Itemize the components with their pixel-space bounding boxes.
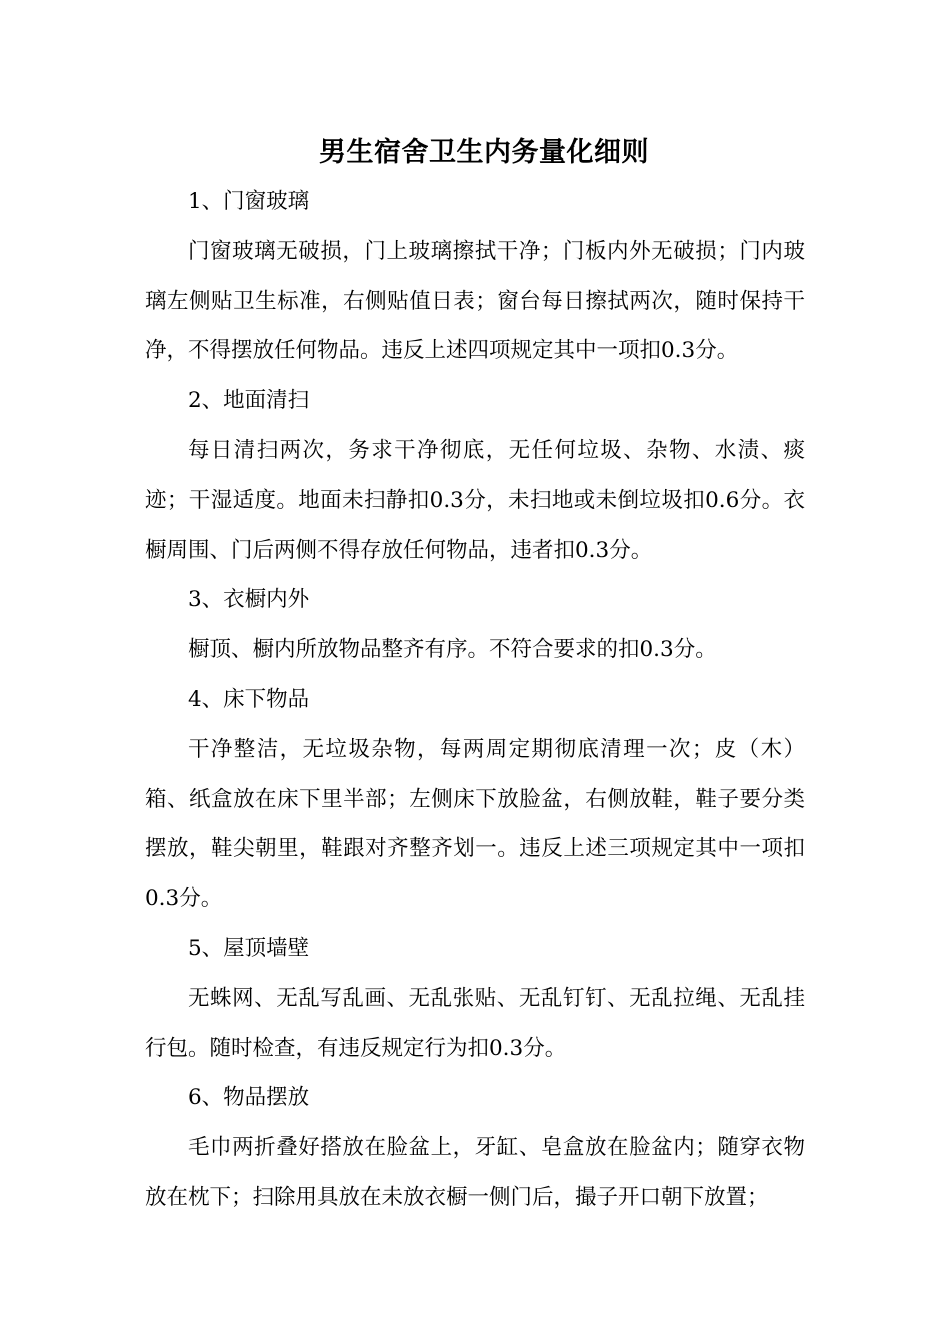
section-heading: 4、床下物品 [188, 686, 310, 712]
document-content [145, 129, 805, 1223]
section-body: 毛巾两折叠好搭放在脸盆上，牙缸、皂盒放在脸盆内；随穿衣物放在枕下；扫除用具放在未放衣橱一侧门后，撮子开口朝下放置； [145, 1135, 805, 1210]
section-heading: 1、门窗玻璃 [188, 189, 310, 214]
section-heading: 6、物品摆放 [188, 1085, 310, 1111]
section-floor-cleaning [145, 376, 805, 575]
section-heading: 3、衣橱内外 [188, 587, 310, 613]
section-door-window-glass [145, 177, 805, 376]
section-item-placement [145, 1073, 805, 1222]
section-ceiling-walls [145, 924, 805, 1073]
section-body: 无蛛网、无乱写乱画、无乱张贴、无乱钉钉、无乱拉绳、无乱挂行包。随时检查，有违反规定行为扣0.3分。 [145, 985, 805, 1061]
section-body: 门窗玻璃无破损，门上玻璃擦拭干净；门板内外无破损；门内玻璃左侧贴卫生标准，右侧贴值日表；窗台每日擦拭两次，随时保持干净，不得摆放任何物品。违反上述四项规定其中一项扣0.3分。 [145, 238, 805, 364]
section-wardrobe [145, 575, 805, 675]
section-heading: 5、屋顶墙壁 [188, 935, 310, 961]
section-under-bed-items [145, 675, 805, 924]
section-body: 每日清扫两次，务求干净彻底，无任何垃圾、杂物、水渍、痰迹；干湿适度。地面未扫静扣0.3分，未扫地或未倒垃圾扣0.6分。衣橱周围、门后两侧不得存放任何物品，违者扣0.3分。 [145, 437, 805, 563]
section-body: 干净整洁，无垃圾杂物，每两周定期彻底清理一次；皮（木）箱、纸盒放在床下里半部；左侧床下放脸盆，右侧放鞋，鞋子要分类摆放，鞋尖朝里，鞋跟对齐整齐划一。违反上述三项规定其中一项扣0.3分。 [145, 736, 805, 912]
section-body: 橱顶、橱内所放物品整齐有序。不符合要求的扣0.3分。 [188, 637, 717, 663]
document-title: 男生宿舍卫生内务量化细则 [319, 137, 649, 168]
section-heading: 2、地面清扫 [188, 388, 310, 414]
